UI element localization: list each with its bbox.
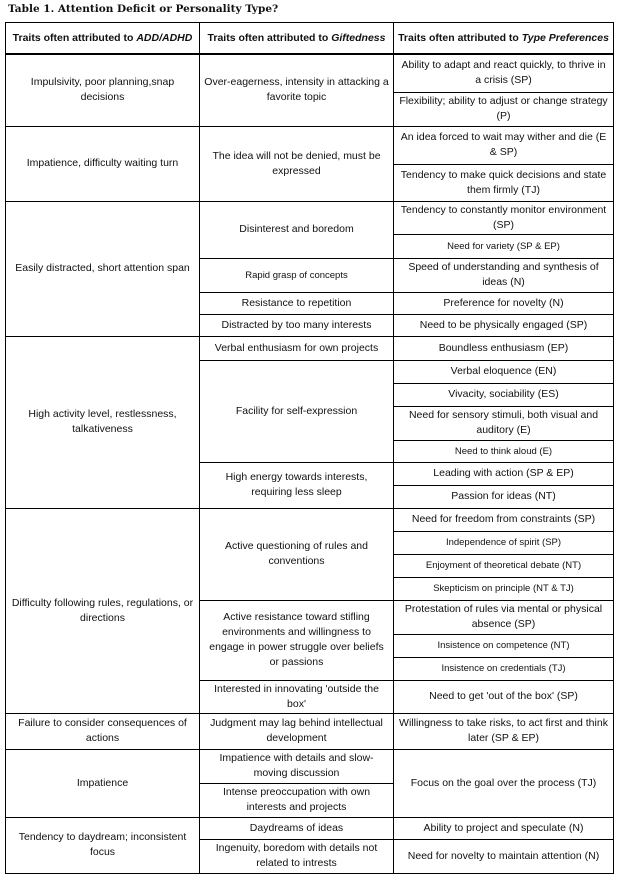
type-trait-cell: Speed of understanding and synthesis of ideas (N) <box>394 258 614 292</box>
table-row <box>6 508 614 531</box>
table-row <box>6 749 614 783</box>
gift-trait-cell: Daydreams of ideas <box>200 817 394 839</box>
traits-table <box>5 22 614 874</box>
table-caption: Table 1. Attention Deficit or Personality Type? <box>8 3 279 15</box>
table-row <box>6 126 614 164</box>
table-row <box>6 817 614 839</box>
gift-trait-cell: Over-eagerness, intensity in attacking a favorite topic <box>200 54 394 126</box>
type-trait-cell: Need to think aloud (E) <box>394 440 614 462</box>
gift-trait-cell: Disinterest and boredom <box>200 201 394 258</box>
gift-trait-cell: Rapid grasp of concepts <box>200 258 394 292</box>
type-trait-cell: Focus on the goal over the process (TJ) <box>394 749 614 817</box>
gift-trait-cell: Impatience with details and slow-moving discussion <box>200 749 394 783</box>
type-trait-cell: Need for novelty to maintain attention (N) <box>394 839 614 873</box>
add-trait-cell: High activity level, restlessness, talkativeness <box>6 336 200 508</box>
type-trait-cell: Tendency to make quick decisions and state them firmly (TJ) <box>394 164 614 201</box>
add-trait-cell: Failure to consider consequences of actions <box>6 713 200 749</box>
type-trait-cell: Ability to project and speculate (N) <box>394 817 614 839</box>
gift-trait-cell: Resistance to repetition <box>200 292 394 314</box>
type-trait-cell: Need for sensory stimuli, both visual and auditory (E) <box>394 406 614 440</box>
table-row <box>6 201 614 234</box>
type-trait-cell: Protestation of rules via mental or physical absence (SP) <box>394 600 614 634</box>
gift-trait-cell: Intense preoccupation with own interests and projects <box>200 783 394 817</box>
add-trait-cell: Impulsivity, poor planning,snap decisions <box>6 54 200 126</box>
type-trait-cell: Need to get 'out of the box' (SP) <box>394 680 614 713</box>
type-trait-cell: Ability to adapt and react quickly, to thrive in a crisis (SP) <box>394 54 614 92</box>
add-trait-cell: Tendency to daydream; inconsistent focus <box>6 817 200 873</box>
type-trait-cell: Leading with action (SP & EP) <box>394 462 614 485</box>
header-type-preferences: Traits often attributed to Type Preferences <box>394 23 614 55</box>
gift-trait-cell: Distracted by too many interests <box>200 314 394 336</box>
type-trait-cell: An idea forced to wait may wither and die (E & SP) <box>394 126 614 164</box>
gift-trait-cell: Active questioning of rules and conventions <box>200 508 394 600</box>
type-trait-cell: Preference for novelty (N) <box>394 292 614 314</box>
gift-trait-cell: Verbal enthusiasm for own projects <box>200 336 394 360</box>
type-trait-cell: Insistence on competence (NT) <box>394 634 614 657</box>
type-trait-cell: Boundless enthusiasm (EP) <box>394 336 614 360</box>
gift-trait-cell: High energy towards interests, requiring less sleep <box>200 462 394 508</box>
type-trait-cell: Enjoyment of theoretical debate (NT) <box>394 554 614 577</box>
type-trait-cell: Verbal eloquence (EN) <box>394 360 614 383</box>
gift-trait-cell: Ingenuity, boredom with details not related to intrests <box>200 839 394 873</box>
add-trait-cell: Impatience <box>6 749 200 817</box>
type-trait-cell: Willingness to take risks, to act first and think later (SP & EP) <box>394 713 614 749</box>
gift-trait-cell: Active resistance toward stifling environments and willingness to engage in power struggle over beliefs or passions <box>200 600 394 680</box>
add-trait-cell: Impatience, difficulty waiting turn <box>6 126 200 201</box>
header-giftedness: Traits often attributed to Giftedness <box>200 23 394 55</box>
header-row <box>6 23 614 55</box>
add-trait-cell: Difficulty following rules, regulations, or directions <box>6 508 200 713</box>
type-trait-cell: Need for freedom from constraints (SP) <box>394 508 614 531</box>
header-add-adhd: Traits often attributed to ADD/ADHD <box>6 23 200 55</box>
table-row <box>6 336 614 360</box>
type-trait-cell: Skepticism on principle (NT & TJ) <box>394 577 614 600</box>
type-trait-cell: Need to be physically engaged (SP) <box>394 314 614 336</box>
type-trait-cell: Independence of spirit (SP) <box>394 531 614 554</box>
table-row <box>6 713 614 749</box>
gift-trait-cell: Facility for self-expression <box>200 360 394 462</box>
gift-trait-cell: The idea will not be denied, must be expressed <box>200 126 394 201</box>
gift-trait-cell: Interested in innovating 'outside the box' <box>200 680 394 713</box>
table-row <box>6 54 614 92</box>
type-trait-cell: Insistence on credentials (TJ) <box>394 657 614 680</box>
type-trait-cell: Vivacity, sociability (ES) <box>394 383 614 406</box>
type-trait-cell: Passion for ideas (NT) <box>394 485 614 508</box>
type-trait-cell: Flexibility; ability to adjust or change strategy (P) <box>394 92 614 126</box>
type-trait-cell: Tendency to constantly monitor environment (SP) <box>394 201 614 234</box>
type-trait-cell: Need for variety (SP & EP) <box>394 234 614 258</box>
gift-trait-cell: Judgment may lag behind intellectual development <box>200 713 394 749</box>
add-trait-cell: Easily distracted, short attention span <box>6 201 200 336</box>
